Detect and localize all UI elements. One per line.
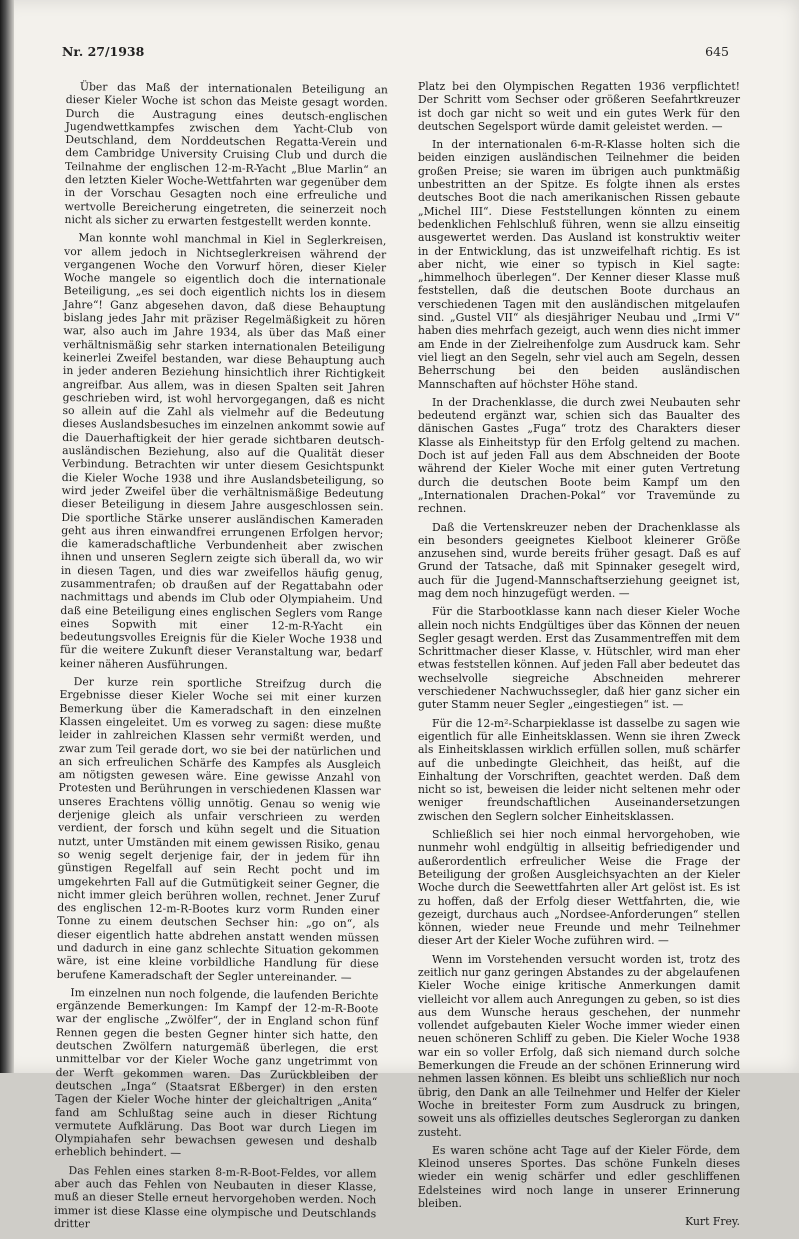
paragraph: Für die Starbootklasse kann nach dieser Kieler Woche allein noch nichts Endgültiges über das Können der neuen Segler gesagt werden. Erst das Zusammentreffen mit dem Schrittmacher dieser Klasse, v. Hütschler, wird man eher etwas feststellen können. Auf jeden Fall aber bedeutet das wechselvolle siegreiche Abschneiden mehrerer verschiedener Nachwuchssegler, daß hier ganz sicher ein guter Stamm neuer Segler „eingestiegen“ ist. —	[418, 605, 740, 712]
page-header	[62, 44, 729, 66]
paragraph: Das Fehlen eines starken 8-m-R-Boot-Feldes, vor allem aber auch das Fehlen von Neubauten in dieser Klasse, muß an dieser Stelle erneut hervorgehoben werden. Noch immer ist diese Klasse eine olympische und Deutschlands dritter	[53, 1163, 377, 1231]
paragraph: Im einzelnen nun noch folgende, die laufenden Berichte ergänzende Bemerkungen: Im Kampf der 12-m-R-Boote war der englische „Zwölfer“, der in England schon fünf Rennen gegen die besten Gegner hinter sich hatte, den deutschen Zwölfern naturgemäß überlegen, die erst unmittelbar vor der Kieler Woche ganz ungetrimmt von der Werft gekommen waren. Das Zurückbleiben der deutschen „Inga“ (Staatsrat Eßberger) in den ersten Tagen der Kieler Woche hinter der gleichaltrigen „Anita“ fand am Schlußtag seine auch in dieser Richtung vermutete Aufklärung. Das Boot war durch Liegen im Olympiahafen sehr bewachsen gewesen und deshalb erheblich behindert. —	[54, 985, 379, 1160]
right-column	[418, 80, 740, 1229]
paragraph: Daß die Vertenskreuzer neben der Drachenklasse als ein besonders geeignetes Kielboot kleinerer Größe anzusehen sind, wurde bereits früher gesagt. Daß es auf Grund der Tatsache, daß mit Spinnaker gesegelt wird, auch für die Jugend-Mannschaftserziehung geeignet ist, mag dem noch hinzugefügt werden. —	[418, 520, 740, 600]
author-signature: Kurt Frey.	[685, 1215, 740, 1229]
paragraph: Für die 12-m²-Scharpieklasse ist dasselbe zu sagen wie eigentlich für alle Einheitsklassen. Wenn sie ihren Zweck als Einheitsklassen wirklich erfüllen sollen, muß schärfer auf die unbedingte Gleichheit, das heißt, auf die Einhaltung der Vorschriften, geachtet werden. Daß dem nicht so ist, beweisen die leider nicht seltenen mehr oder weniger freundschaftlichen Auseinandersetzungen zwischen den Seglern solcher Einheitsklassen.	[418, 716, 740, 823]
paragraph: Wenn im Vorstehenden versucht worden ist, trotz des zeitlich nur ganz geringen Abstandes zu der abgelaufenen Kieler Woche einige kritische Anmerkungen damit vielleicht vor allem auch Anregungen zu geben, so ist dies aus dem Wunsche heraus geschehen, der nunmehr vollendet aufgebauten Kieler Woche immer wieder einen neuen schöneren Schliff zu geben. Die Kieler Woche 1938 war ein so voller Erfolg, daß sich niemand durch solche Bemerkungen die Freude an der schönen Erinnerung wird nehmen lassen können. Es bleibt uns schließlich nur noch übrig, den Dank an alle Teilnehmer und Helfer der Kieler Woche in breitester Form zum Ausdruck zu bringen, soweit uns als offizielles deutsches Seglerorgan zu danken zusteht.	[418, 952, 740, 1139]
paragraph: Es waren schöne acht Tage auf der Kieler Förde, dem Kleinod unseres Sportes. Das schöne Funkeln dieses wieder ein wenig schärfer und edler geschliffenen Edelsteines wird noch lange in unserer Erinnerung bleiben.	[418, 1143, 740, 1211]
left-column	[54, 80, 388, 1239]
paragraph: Über das Maß der internationalen Beteiligung an dieser Kieler Woche ist schon das Meiste gesagt worden. Durch die Austragung eines deutsch-englischen Jugendwettkampfes zwischen dem Yacht-Club von Deutschland, dem Norddeutschen Regatta-Verein und dem Cambridge University Cruising Club und durch die Teilnahme der englischen 12-m-R-Yacht „Blue Marlin“ an den letzten Kieler Woche-Wettfahrten war gegenüber dem in der Vorschau Gesagten noch eine erfreuliche und wertvolle Bereicherung eingetreten, die seinerzeit noch nicht als sicher zu erwarten festgestellt werden konnte.	[64, 80, 388, 230]
book-spine-shadow	[0, 0, 14, 1073]
page-number: 645	[705, 44, 729, 59]
paragraph: Der kurze rein sportliche Streifzug durch die Ergebnisse dieser Kieler Woche sei mit einer kurzen Bemerkung über die Kameradschaft in den einzelnen Klassen eingeleitet. Um es vorweg zu sagen: diese mußte leider in zahlreichen Klassen sehr vermißt werden, und zwar zum Teil gerade dort, wo sie bei der natürlichen und an sich erfreulichen Schärfe des Kampfes als Ausgleich am nötigsten gewesen wäre. Eine gewisse Anzahl von Protesten und Berührungen in verschiedenen Klassen war unseres Erachtens völlig unnötig. Genau so wenig wie derjenige gleich als unfair verschrieen zu werden verdient, der forsch und kühn segelt und die Situation nutzt, unter Umständen mit einem gewissen Risiko, genau so wenig segelt derjenige fair, der in jedem für ihn günstigen Regelfall auf sein Recht pocht und im umgekehrten Fall auf die Gutmütigkeit seiner Gegner, die nicht immer gleich berühren wollen, rechnet. Jener Zuruf des englischen 12-m-R-Bootes kurz vorm Runden einer Tonne zu einem deutschen Sechser hin: „go on“, als dieser eigentlich hatte abdrehen anstatt wenden müssen und dadurch in eine ganz schlechte Situation gekommen wäre, ist eine kleine vorbildliche Handlung für diese berufene Kameradschaft der Segler untereinander. —	[56, 675, 382, 984]
paragraph: In der Drachenklasse, die durch zwei Neubauten sehr bedeutend ergänzt war, schien sich das Baualter des dänischen Gastes „Fuga“ trotz des Charakters dieser Klasse als Einheitstyp für den Erfolg geltend zu machen. Doch ist auf jeden Fall aus dem Abschneiden der Boote während der Kieler Woche mit einer guten Vertretung durch die deutschen Boote beim Kampf um den „Internationalen Drachen-Pokal“ vor Travemünde zu rechnen.	[418, 395, 740, 516]
issue-number: Nr. 27/1938	[62, 44, 145, 59]
paragraph: Schließlich sei hier noch einmal hervorgehoben, wie nunmehr wohl endgültig in allseitig befriedigender und außerordentlich erfreulicher Weise die Frage der Beteiligung der großen Ausgleichsyachten an der Kieler Woche durch die Seewettfahrten aller Art gelöst ist. Es ist zu hoffen, daß der Erfolg dieser Wettfahrten, die, wie gezeigt, durchaus auch „Nordsee-Anforderungen“ stellen können, wieder neue Freunde und mehr Teilnehmer dieser Art der Kieler Woche zuführen wird. —	[418, 828, 740, 948]
paragraph: In der internationalen 6-m-R-Klasse holten sich die beiden einzigen ausländischen Teilnehmer die beiden großen Preise; sie waren im übrigen auch punktmäßig unbestritten an der Spitze. Es folgte ihnen als erstes deutsches Boot die nach amerikanischen Rissen gebaute „Michel III“. Diese Feststellungen könnten zu einem bedenklichen Fehlschluß führen, wenn sie allzu einseitig ausgewertet werden. Das Ausland ist konstruktiv weiter in der Entwicklung, das ist unzweifelhaft richtig. Es ist aber nicht, wie einer so typisch in Kiel sagte: „himmelhoch überlegen“. Der Kenner dieser Klasse muß feststellen, daß die deutschen Boote durchaus an verschiedenen Tagen mit den ausländischen mitgelaufen sind. „Gustel VII“ als diesjähriger Neubau und „Irmi V“ haben dies mehrfach gezeigt, auch wenn dies nicht immer am Ende in der Zielreihenfolge zum Ausdruck kam. Sehr viel liegt an den Segeln, sehr viel auch am Segeln, dessen Beherrschung bei den beiden ausländischen Mannschaften auf höchster Höhe stand.	[418, 138, 740, 391]
paragraph: Man konnte wohl manchmal in Kiel in Seglerkreisen, vor allem jedoch in Nichtseglerkreisen während der vergangenen Woche den Vorwurf hören, dieser Kieler Woche mangele so eigentlich doch die internationale Beteiligung, „es sei doch eigentlich nichts los in diesem Jahre“! Ganz abgesehen davon, daß diese Behauptung bislang jedes Jahr mit präziser Regelmäßigkeit zu hören war, also auch im Jahre 1934, als über das Maß einer verhältnismäßig sehr starken internationalen Beteiligung keinerlei Zweifel bestanden, war diese Behauptung auch in jeder anderen Beziehung hinsichtlich ihrer Richtigkeit angreifbar. Aus allem, was in diesen Spalten seit Jahren geschrieben wird, ist wohl hervorgegangen, daß es nicht so allein auf die Zahl als vielmehr auf die Bedeutung dieses Auslandsbesuches im einzelnen ankommt sowie auf die Dauerhaftigkeit der hier gerade sichtbaren deutsch-ausländischen Beziehung, also auf die Qualität dieser Verbindung. Betrachten wir unter diesem Gesichtspunkt die Kieler Woche 1938 und ihre Auslandsbeteiligung, so wird jeder Zweifel über die verhältnismäßige Bedeutung dieser Beteiligung in diesem Jahre ausgeschlossen sein. Die sportliche Stärke unserer ausländischen Kameraden geht aus ihren einwandfrei errungenen Erfolgen hervor; die kameradschaftliche Verbundenheit aber zwischen ihnen und unseren Seglern zeigte sich überall da, wo wir in diesen Tagen, und dies war zweifellos häufig genug, zusammentrafen; ob draußen auf der Regattabahn oder nachmittags und abends im Club oder Olympiaheim. Und daß eine Beteiligung eines englischen Seglers vom Range eines Sopwith mit einer 12-m-R-Yacht ein bedeutungsvolles Ereignis für die Kieler Woche 1938 und für die weitere Zukunft dieser Veranstaltung war, bedarf keiner näheren Ausführungen.	[59, 231, 387, 672]
paragraph: Platz bei den Olympischen Regatten 1936 verpflichtet! Der Schritt vom Sechser oder größeren Seefahrtkreuzer ist doch gar nicht so weit und ein gutes Werk für den deutschen Segelsport würde damit geleistet werden. —	[418, 80, 740, 133]
